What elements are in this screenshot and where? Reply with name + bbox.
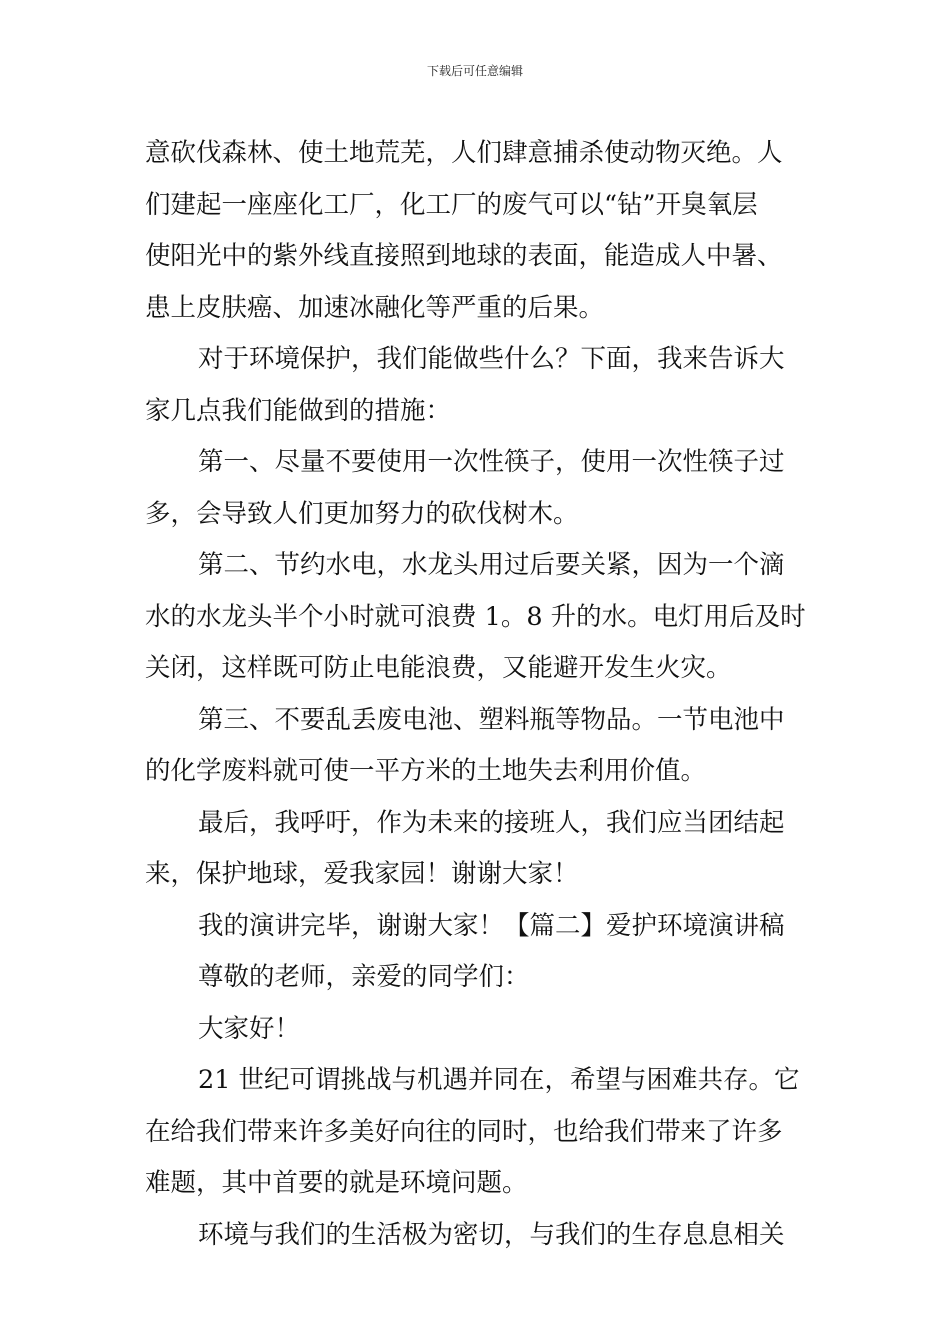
text-line: 们建起一座座化工厂，化工厂的废气可以“钻”开臭氧层 bbox=[145, 189, 758, 220]
page-header-note: 下载后可任意编辑 bbox=[426, 64, 523, 78]
text-line: 第二、节约水电，水龙头用过后要关紧，因为一个滴 bbox=[198, 550, 785, 580]
text-line: 第一、尽量不要使用一次性筷子，使用一次性筷子过 bbox=[198, 447, 785, 477]
text-line: 多，会导致人们更加努力的砍伐树木。 bbox=[145, 498, 579, 529]
text-line: 最后，我呼吁，作为未来的接班人，我们应当团结起 bbox=[198, 807, 785, 838]
text-line: 关闭，这样既可防止电能浪费，又能避开发生火灾。 bbox=[145, 653, 732, 683]
text-line: 患上皮肤癌、加速冰融化等严重的后果。 bbox=[145, 292, 605, 323]
text-line: 家几点我们能做到的措施： bbox=[145, 395, 452, 426]
text-line: 尊敬的老师，亲爱的同学们： bbox=[198, 962, 530, 992]
text-line: 难题，其中首要的就是环境问题。 bbox=[145, 1168, 528, 1198]
text-line: 水的水龙头半个小时就可浪费 1。8 升的水。电灯用后及时 bbox=[145, 601, 806, 632]
text-line: 第三、不要乱丢废电池、塑料瓶等物品。一节电池中 bbox=[198, 704, 785, 735]
text-line: 环境与我们的生活极为密切，与我们的生存息息相关 bbox=[198, 1219, 785, 1250]
text-line: 来，保护地球，爱我家园！谢谢大家！ bbox=[145, 859, 579, 889]
text-line: 使阳光中的紫外线直接照到地球的表面，能造成人中暑、 bbox=[145, 241, 783, 271]
text-line: 意砍伐森林、使土地荒芜，人们肆意捕杀使动物灭绝。人 bbox=[145, 138, 783, 168]
text-line: 在给我们带来许多美好向往的同时，也给我们带来了许多 bbox=[145, 1116, 783, 1147]
document-body bbox=[145, 128, 810, 1261]
text-line: 21 世纪可谓挑战与机遇并同在，希望与困难共存。它 bbox=[198, 1065, 800, 1095]
text-line: 对于环境保护，我们能做些什么？下面，我来告诉大 bbox=[198, 344, 785, 374]
text-line: 我的演讲完毕，谢谢大家！【篇二】爱护环境演讲稿 bbox=[198, 910, 785, 941]
text-line: 大家好！ bbox=[198, 1013, 301, 1044]
text-line: 的化学废料就可使一平方米的土地失去利用价值。 bbox=[145, 756, 707, 786]
